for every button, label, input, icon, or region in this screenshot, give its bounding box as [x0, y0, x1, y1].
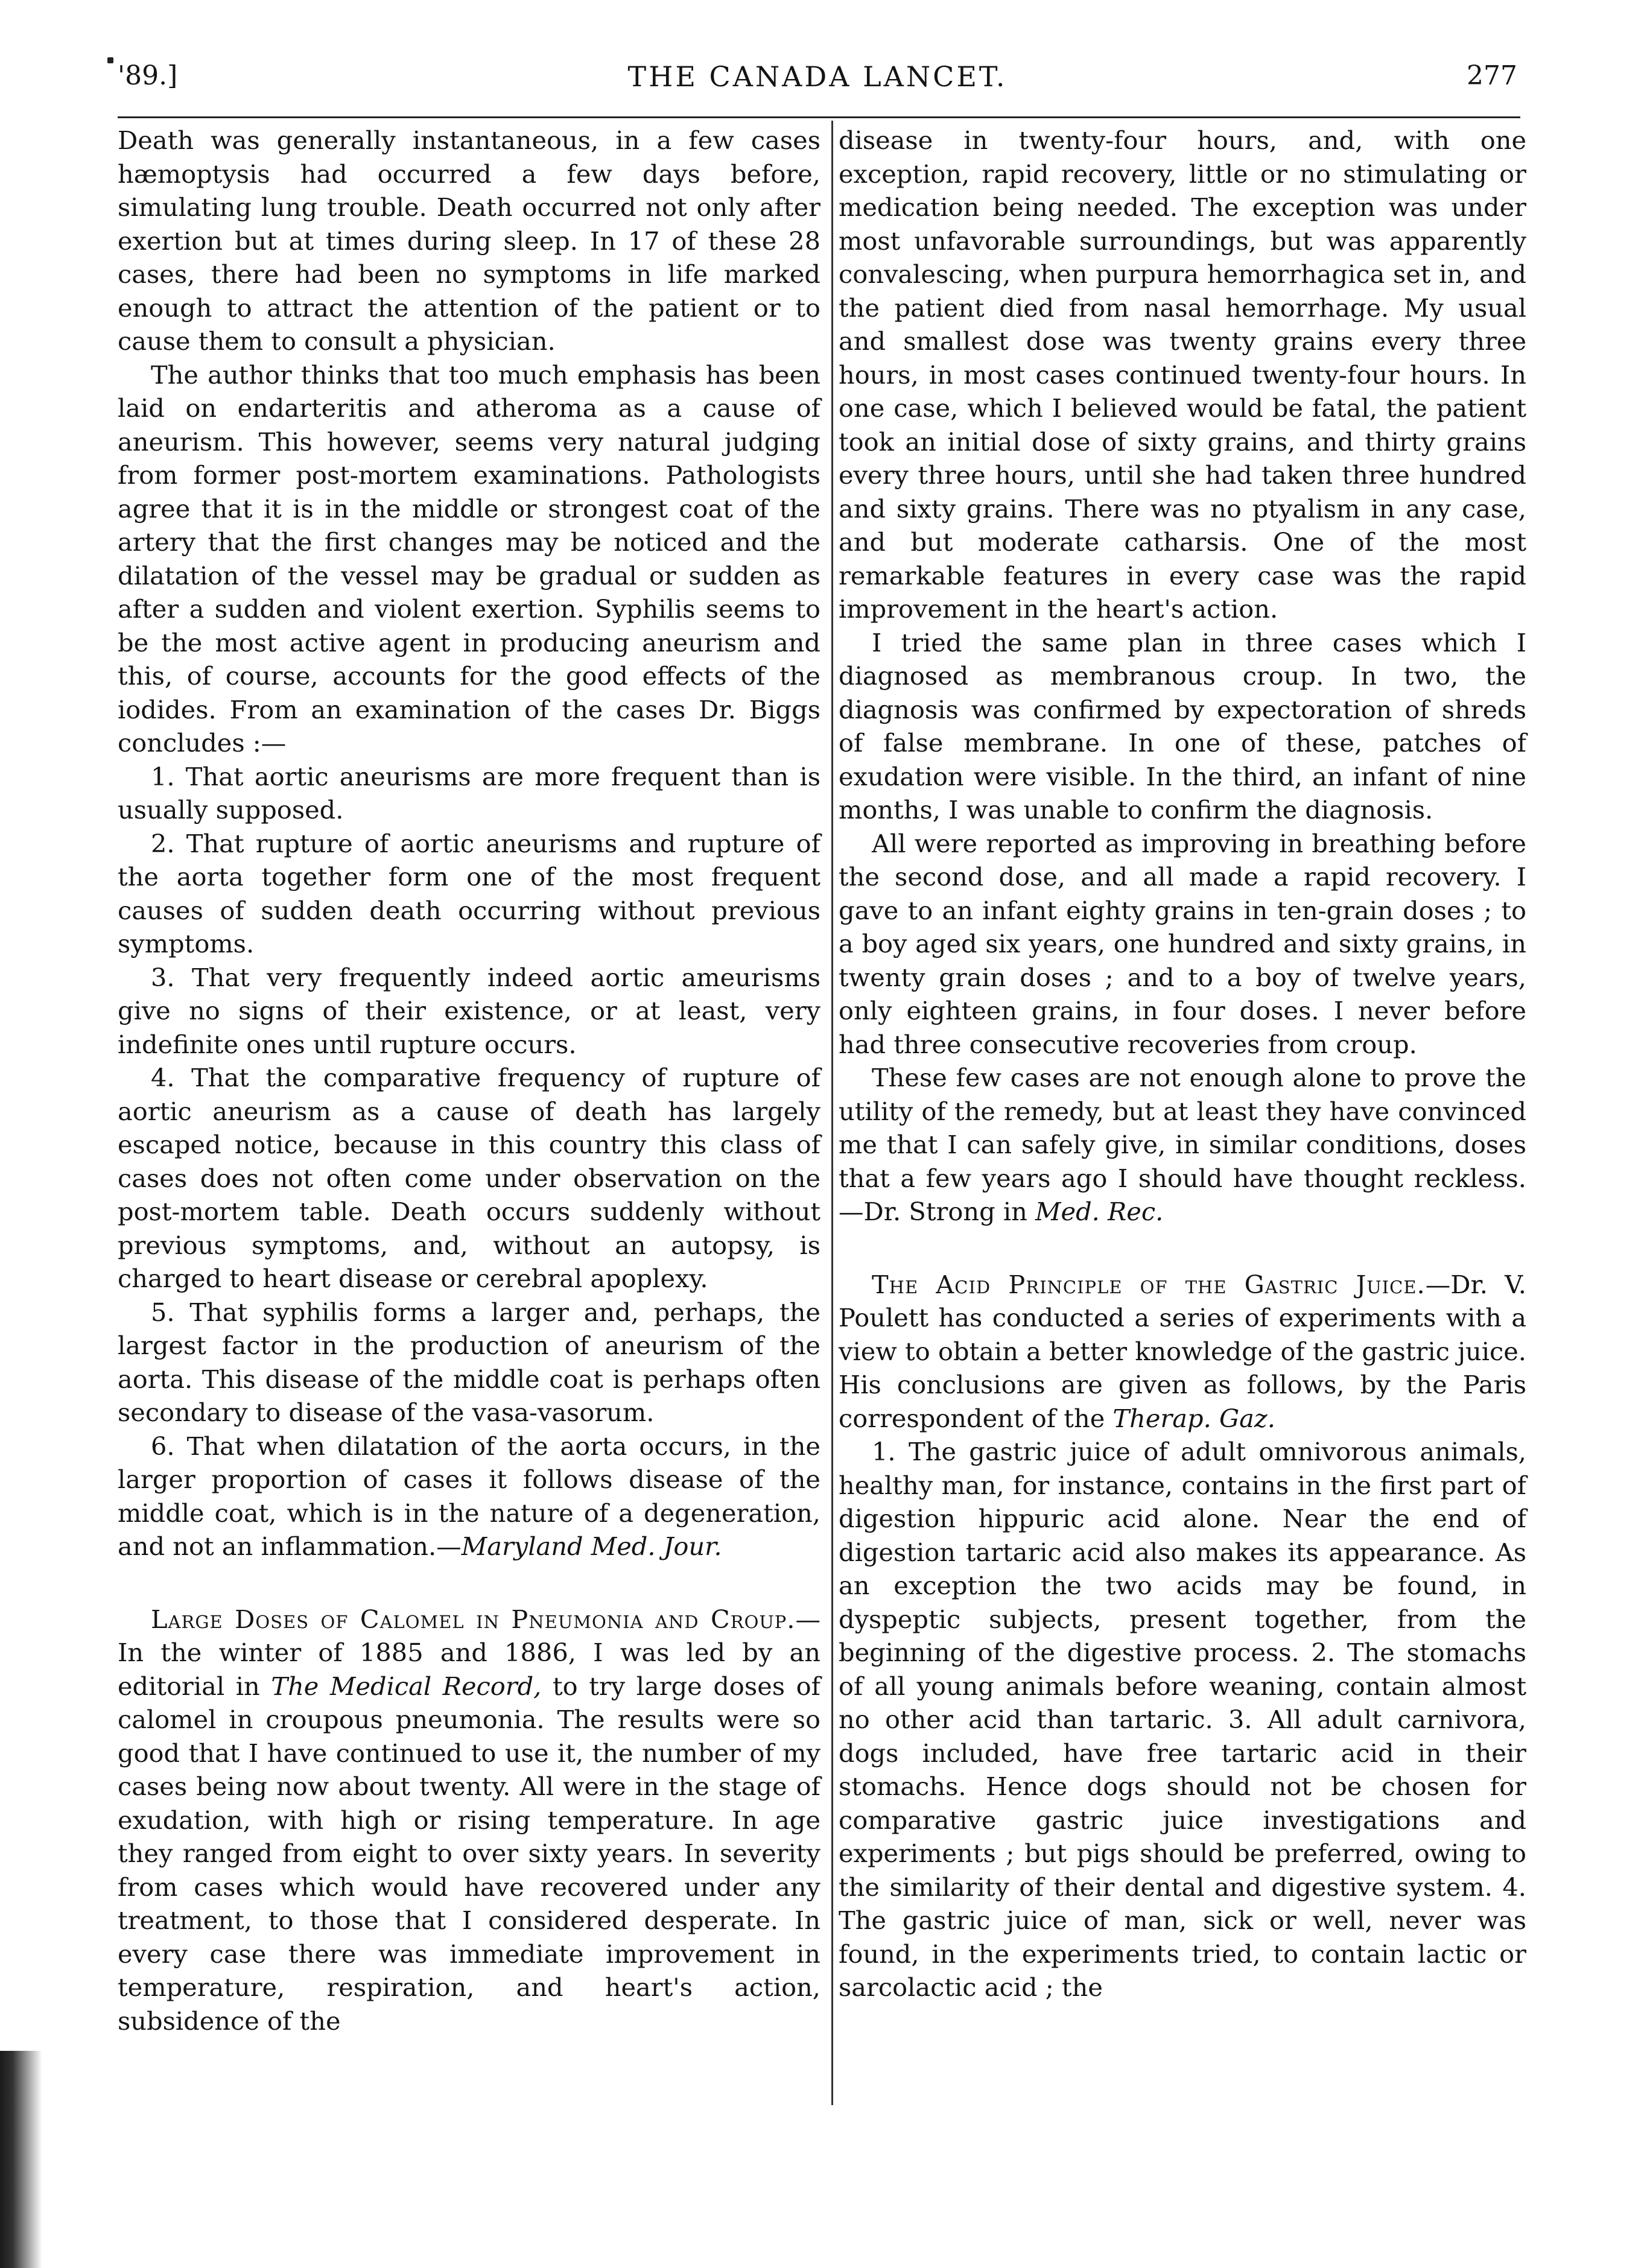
conclusion-item	[118, 1430, 820, 1563]
left-column	[118, 124, 820, 2038]
article-paragraph	[839, 1268, 1526, 1436]
header-rule	[118, 116, 1520, 118]
paragraph: disease in twenty-four hours, and, with one exception, rapid recovery, little or no stimulating or medication being needed. The exception was under most unfavorable surroundings, but was apparently convalescing, when purpura hemorrhagica set in, and the patient died from nasal hemorrhage. My usual and smallest dose was twenty grains every three hours, in most cases continued twenty-four hours. In one case, which I believed would be fatal, the patient took an initial dose of sixty grains, and thirty grains every three hours, until she had taken three hundred and sixty grains. There was no ptyalism in any case, and but moderate catharsis. One of the most remarkable features in every case was the rapid improvement in the heart's action.	[839, 125, 1526, 624]
article-heading: Large Doses of Calomel in Pneumonia and Croup.	[151, 1604, 796, 1634]
source-citation: Med. Rec.	[1035, 1197, 1164, 1226]
article-text: to try large doses of calomel in croupous pneumonia. The results were so good that I have continued to use it, the number of my cases being now about twenty. All were in the stage of exudation, with high or rising temperature. In age they ranged from eight to over sixty years. In severity from cases which would have recovered under any treatment, to those that I considered desperate. In every case there was immediate improvement in temperature, respiration, and heart's action, subsidence of the	[118, 1671, 820, 2036]
article-text: —In the winter of 1885 and 1886, I was led by an editorial in	[118, 1604, 820, 1701]
right-column	[839, 124, 1526, 2004]
paragraph: All were reported as improving in breathing before the second dose, and all made a rapid recovery. I gave to an infant eighty grains in ten-grain doses ; to a boy aged six years, one hundred and sixty grains, in twenty grain doses ; and to a boy of twelve years, only eighteen grains, in four doses. I never before had three consecutive recoveries from croup.	[839, 828, 1526, 1059]
conclusion-text: 6. That when dilatation of the aorta occurs, in the larger proportion of cases it follows disease of the middle coat, which is in the nature of a degeneration, and not an inflammation.—	[118, 1431, 820, 1561]
paragraph: 1. The gastric juice of adult omnivorous animals, healthy man, for instance, contains in the first part of digestion hippuric acid alone. Near the end of digestion tartaric acid also makes its appearance. As an exception the two acids may be found, in dyspeptic subjects, present together, from the beginning of the digestive process. 2. The stomachs of all young animals before weaning, contain almost no other acid than tartaric. 3. All adult carnivora, dogs included, have free tartaric acid in their stomachs. Hence dogs should not be chosen for comparative gastric juice investigations and experiments ; but pigs should be preferred, owing to the similarity of their dental and digestive system. 4. The gastric juice of man, sick or well, never was found, in the experiments tried, to contain lactic or sarcolactic acid ; the	[839, 1437, 1526, 2002]
article-text: —Dr. V. Poulett has conducted a series of experiments with a view to obtain a better knowledge of the gastric juice. His conclusions are given as follows, by the Paris correspondent of the	[839, 1269, 1526, 1433]
conclusion-item: 2. That rupture of aortic aneurisms and rupture of the aorta together form one of the most frequent causes of sudden death occurring without previous symptoms.	[118, 828, 820, 958]
article-paragraph	[118, 1603, 820, 2038]
margin-speck	[107, 57, 113, 63]
conclusion-item: 1. That aortic aneurisms are more frequent than is usually supposed.	[118, 761, 820, 825]
conclusion-item: 4. That the comparative frequency of rupture of aortic aneurism as a cause of death has largely escaped notice, because in this country this class of cases does not often come under observation on the post-mortem table. Death occurs suddenly without previous symptoms, and, without an autopsy, is charged to heart disease or cerebral apoplexy.	[118, 1063, 820, 1293]
paragraph: The author thinks that too much emphasis has been laid on endarteritis and atheroma as a cause of aneurism. This however, seems very natural judging from former post-mortem examinations. Pathologists agree that it is in the middle or strongest coat of the artery that the first changes may be noticed and the dilatation of the vessel may be gradual or sudden as after a sudden and violent exertion. Syphilis seems to be the most active agent in producing aneurism and this, of course, accounts for the good effects of the iodides. From an examination of the cases Dr. Biggs concludes :—	[118, 360, 820, 758]
paragraph: Death was generally instantaneous, in a few cases hæmoptysis had occurred a few days before, simulating lung trouble. Death occurred not only after exertion but at times during sleep. In 17 of these 28 cases, there had been no symptoms in life marked enough to attract the attention of the patient or to cause them to consult a physician.	[118, 125, 820, 356]
header-year: '89.]	[118, 60, 178, 91]
article-heading: The Acid Principle of the Gastric Juice.	[872, 1269, 1426, 1299]
journal-name: Therap. Gaz.	[1112, 1403, 1275, 1433]
paragraph	[839, 1061, 1526, 1229]
conclusion-item: 3. That very frequently indeed aortic ameurisms give no signs of their existence, or at least, very indefinite ones until rupture occurs.	[118, 962, 820, 1059]
journal-name: The Medical Record,	[271, 1671, 542, 1701]
paragraph-text: These few cases are not enough alone to prove the utility of the remedy, but at least they have convinced me that I can safely give, in similar conditions, doses that a few years ago I should have thought reckless.—Dr. Strong in	[839, 1063, 1526, 1226]
running-header	[118, 60, 1517, 109]
conclusion-item: 5. That syphilis forms a larger and, perhaps, the largest factor in the production of aneurism of the aorta. This disease of the middle coat is perhaps often secondary to disease of the vasa-vasorum.	[118, 1297, 820, 1427]
scan-edge-shadow	[0, 2051, 42, 2268]
page-number: 277	[1467, 60, 1517, 91]
journal-title: THE CANADA LANCET.	[627, 60, 1008, 93]
source-citation: Maryland Med. Jour.	[461, 1532, 722, 1561]
paragraph: I tried the same plan in three cases which I diagnosed as membranous croup. In two, the diagnosis was confirmed by expectoration of shreds of false membrane. In one of these, patches of exudation were visible. In the third, an infant of nine months, I was unable to confirm the diagnosis.	[839, 627, 1526, 825]
column-divider	[831, 121, 833, 2105]
